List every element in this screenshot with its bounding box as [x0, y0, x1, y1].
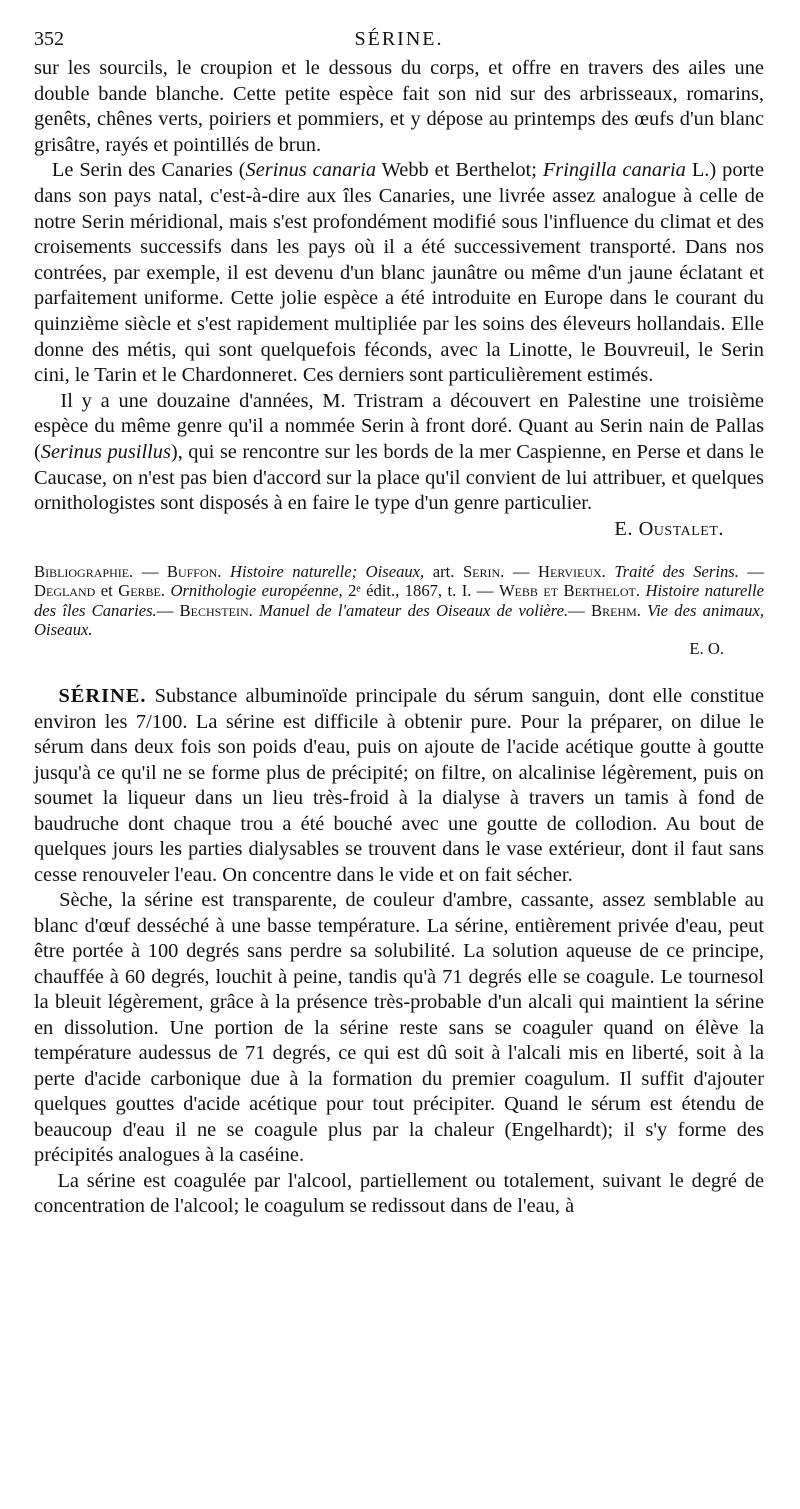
serin-paragraph-2: Le Serin des Canaries (Serinus canaria Webb et Berthelot; Fringilla canaria L.) porte dans son pays natal, c'est-à-dire aux îles Canaries, une livrée assez analogue à celle de notre Serin méridional, mais s'est profondément modifié sous l'influence du climat et des croisements successifs dans les pays où il a été successivement transporté. Dans nos contrées, par exemple, il est devenu d'un blanc jaunâtre ou même d'un jaune éclatant et parfaitement uniforme. Cette jolie espèce a été introduite en Europe dans le courant du quinzième siècle et s'est rapidement multipliée par les soins des éleveurs hollandais. Elle donne des métis, qui sont quelquefois féconds, avec la Linotte, le Bouvreuil, le Serin cini, le Tarin et le Chardonneret. Ces derniers sont particulièrement estimés.	[34, 159, 765, 387]
headword: SÉRINE.	[58, 685, 147, 708]
serine-paragraph-3: La sérine est coagulée par l'alcool, partiellement ou totalement, suivant le degré de concentration de l'alcool; le coagulum se redissout dans de l'eau, à	[34, 1169, 765, 1218]
running-head: SÉRINE.	[354, 28, 444, 50]
serin-signature-line	[34, 517, 764, 543]
serin-article	[34, 56, 764, 542]
serine-paragraph-2: Sèche, la sérine est transparente, de couleur d'ambre, cassante, assez semblable au blanc d'œuf desséché à une basse température. La sérine, entièrement privée d'eau, peut être portée à 100 degrés sans perdre sa solubilité. La solution aqueuse de ce principe, chauffée à 60 degrés, louchit à peine, tandis qu'à 71 degrés elle se coagule. Le tournesol la bleuit légèrement, grâce à la présence très-probable d'un alcali qui maintient la sérine en dissolution. Une portion de la sérine reste sans se coaguler quand on élève la température audessus de 71 degrés, ce qui est dû soit à l'alcali mis en liberté, soit à la perte d'acide carbonique due à la formation du premier coagulum. Il suffit d'ajouter quelques gouttes d'acide acétique pour tout précipiter. Quand le sérum est étendu de beaucoup d'eau il ne se coagule plus par la chaleur (Engelhardt); il s'y forme des précipités analogues à la caséine.	[34, 889, 764, 1167]
author-signature: E. Oustalet.	[614, 517, 724, 540]
serin-paragraph-3: Il y a une douzaine d'années, M. Tristram a découvert en Palestine une troisième espèce du même genre qu'il a nommée Serin à front doré. Quant au Serin nain de Pallas (Serinus pusillus), qui se rencontre sur les bords de la mer Caspienne, en Perse et dans le Caucase, on n'est pas bien d'accord sur la place qu'il convient de lui attribuer, et quelques ornithologistes sont disposés à en faire le type d'un genre particulier.	[34, 389, 764, 515]
bibliography-signature: E. O.	[689, 639, 724, 659]
page-header	[34, 28, 764, 56]
serine-article	[34, 684, 764, 1220]
serine-paragraph-1: SÉRINE. Substance albuminoïde principale du sérum sanguin, dont elle constitue environ les 7/100. La sérine est difficile à obtenir pure. Pour la préparer, on dilue le sérum dans deux fois son poids d'eau, puis on ajoute de l'acide acétique goutte à goutte jusqu'à ce qu'il ne se forme plus de précipité; on filtre, on alcalinise légèrement, puis on soumet la liqueur dans un lieu très-froid à la dialyse à travers un tamis à fond de baudruche dont chaque trou a été bouché avec une goutte de collodion. Au bout de quelques jours les parties dialysables se trouvent dans le vase extérieur, dont il faut sans cesse renouveler l'eau. On concentre dans le vide et on fait sécher.	[34, 685, 764, 886]
bibliography: Bibliographie. — Buffon. Histoire naturelle; Oiseaux, art. Serin. — Hervieux. Traité des Serins. — Degland et Gerbe. Ornithologie européenne, 2ᵉ édit., 1867, t. I. — Webb et Berthelot. Histoire naturelle des îles Canaries.— Bechstein. Manuel de l'amateur des Oiseaux de volière.— Brehm. Vie des animaux, Oiseaux. E. O.	[34, 562, 764, 659]
page-number: 352	[34, 28, 64, 50]
species-name: Fringilla canaria	[542, 159, 686, 182]
species-name: Serinus canaria	[245, 159, 377, 182]
species-name: Serinus pusillus	[40, 440, 171, 463]
bibliography-label: Bibliographie.	[34, 562, 134, 582]
serin-paragraph-1: sur les sourcils, le croupion et le dessous du corps, et offre en travers des ailes une double bande blanche. Cette petite espèce fait son nid sur des arbrisseaux, romarins, genêts, chênes verts, poiriers et pommiers, et y dépose au printemps des œufs d'un blanc grisâtre, rayés et pointillés de brun.	[34, 57, 764, 156]
page	[34, 28, 764, 1220]
